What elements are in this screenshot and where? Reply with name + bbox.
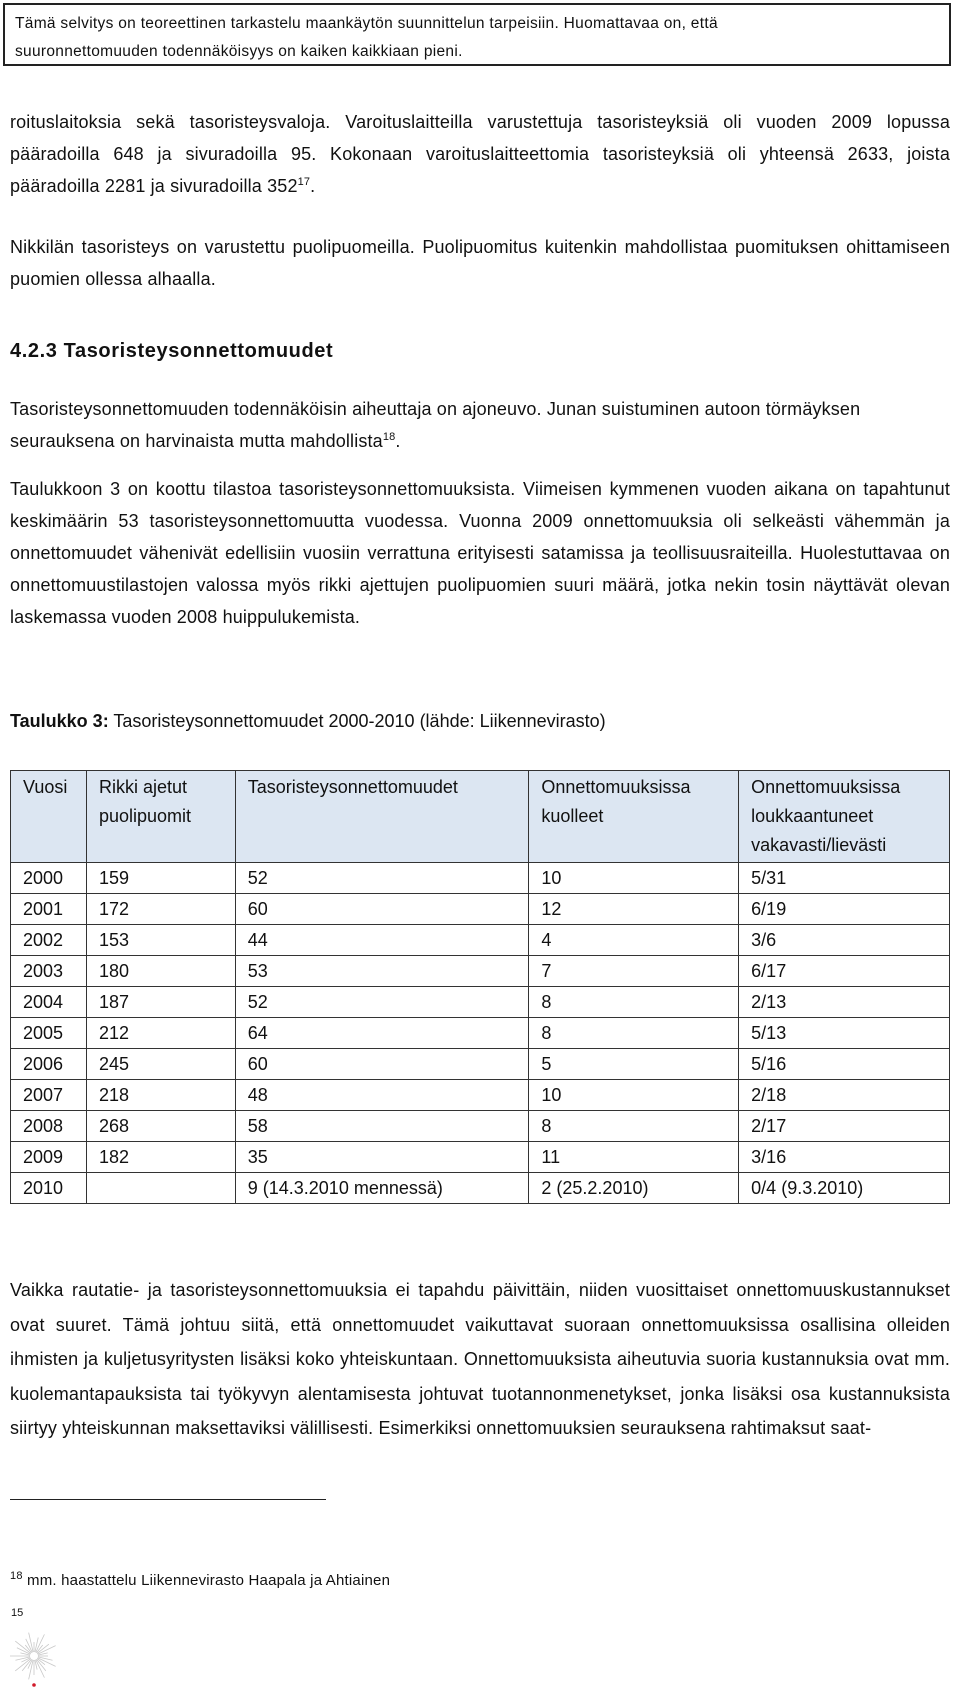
table-body (11, 863, 950, 1204)
cell-broken-half-barriers: 187 (86, 987, 235, 1018)
cell-fatalities: 8 (529, 1018, 739, 1049)
footnote-ref-18: 18 (382, 431, 396, 443)
cell-injuries: 0/4 (9.3.2010) (739, 1173, 950, 1204)
closing-paragraph (10, 1273, 950, 1446)
cell-crossing-accidents: 60 (235, 1049, 529, 1080)
table-row (11, 1049, 950, 1080)
cell-fatalities: 11 (529, 1142, 739, 1173)
footnote (10, 1572, 390, 1589)
cell-year: 2005 (11, 1018, 87, 1049)
table-row (11, 987, 950, 1018)
cell-broken-half-barriers: 268 (86, 1111, 235, 1142)
cell-crossing-accidents: 48 (235, 1080, 529, 1111)
cell-crossing-accidents: 53 (235, 956, 529, 987)
cell-broken-half-barriers (86, 1173, 235, 1204)
table-row (11, 1018, 950, 1049)
table-row (11, 956, 950, 987)
intro-text-1: roituslaitoksia sekä tasoristeysvaloja. Varoituslaitteilla varustettuja tasoristeyksiä oli vuoden 2009 lopussa pääradoilla 648 ja sivuradoilla 95. Kokonaan varoituslaitteettomia tasoristeyksiä oli yhteensä 2633, joista pääradoilla 2281 ja sivuradoilla 352 (10, 112, 950, 196)
section-p2-text: Taulukkoon 3 on koottu tilastoa tasoristeysonnettomuuksista. Viimeisen kymmenen vuoden aikana on tapahtunut keskimäärin 53 tasoristeysonnettomuutta vuodessa. Vuonna 2009 onnettomuuksia oli selkeästi vähemmän ja onnettomuudet vähenivät edellisiin vuosiin verrattuna erityisesti satamissa ja teollisuusraiteilla. Huolestuttavaa on onnettomuustilastojen valossa myös rikki ajettujen puolipuomien suuri määrä, jotka nekin tosin näyttävät olevan laskemassa vuoden 2008 huippulukemista. (10, 479, 950, 627)
intro-paragraph-2 (10, 231, 950, 295)
cell-injuries: 6/19 (739, 894, 950, 925)
intro-text-1-end: . (310, 176, 316, 196)
cell-year: 2000 (11, 863, 87, 894)
section-paragraph-1 (10, 393, 950, 457)
cell-broken-half-barriers: 182 (86, 1142, 235, 1173)
cell-crossing-accidents: 60 (235, 894, 529, 925)
cell-crossing-accidents: 35 (235, 1142, 529, 1173)
footnote-separator (10, 1499, 326, 1500)
table-row (11, 863, 950, 894)
footnote-ref-17: 17 (297, 176, 311, 188)
cell-injuries: 2/17 (739, 1111, 950, 1142)
table-row (11, 1111, 950, 1142)
cell-fatalities: 12 (529, 894, 739, 925)
cell-fatalities: 4 (529, 925, 739, 956)
header-broken-half-barriers: Rikki ajetut puolipuomit (86, 771, 235, 863)
cell-fatalities: 8 (529, 1111, 739, 1142)
cell-injuries: 5/31 (739, 863, 950, 894)
cell-injuries: 2/18 (739, 1080, 950, 1111)
table-row (11, 1080, 950, 1111)
header-injuries: Onnettomuuksissa loukkaantuneet vakavasti/lievästi (739, 771, 950, 863)
intro-text-2: Nikkilän tasoristeys on varustettu puolipuomeilla. Puolipuomitus kuitenkin mahdollistaa puomituksen ohittamiseen puomien ollessa alhaalla. (10, 237, 950, 289)
cell-broken-half-barriers: 172 (86, 894, 235, 925)
accident-statistics-table (10, 770, 950, 1204)
footnote-text: mm. haastattelu Liikennevirasto Haapala ja Ahtiainen (22, 1572, 391, 1589)
cell-broken-half-barriers: 245 (86, 1049, 235, 1080)
table-row (11, 1142, 950, 1173)
header-year: Vuosi (11, 771, 87, 863)
cell-year: 2002 (11, 925, 87, 956)
closing-text: Vaikka rautatie- ja tasoristeysonnettomuuksia ei tapahdu päivittäin, niiden vuosittaiset onnettomuuskustannukset ovat suuret. Tämä johtuu siitä, että onnettomuudet vaikuttavat suoraan onnettomuuksissa osallisina olleiden ihmisten ja kuljetusyritysten lisäksi koko yhteiskuntaan. Onnettomuuksista aiheutuvia suoria kustannuksia ovat mm. kuolemantapauksista tai työkyvyn alentamisesta johtuvat tuotannonmenetykset, jonka lisäksi osa kustannuksista siirtyy yhteiskunnan maksettaviksi välillisesti. Esimerkiksi onnettomuuksien seurauksena rahtimaksut saat- (10, 1280, 950, 1438)
cell-fatalities: 8 (529, 987, 739, 1018)
cell-year: 2006 (11, 1049, 87, 1080)
cell-broken-half-barriers: 218 (86, 1080, 235, 1111)
notice-box (3, 3, 951, 66)
cell-year: 2003 (11, 956, 87, 987)
cell-crossing-accidents: 64 (235, 1018, 529, 1049)
cell-fatalities: 10 (529, 1080, 739, 1111)
cell-injuries: 5/16 (739, 1049, 950, 1080)
table-row (11, 894, 950, 925)
cell-crossing-accidents: 52 (235, 863, 529, 894)
table-row (11, 1173, 950, 1204)
table-header-row (11, 771, 950, 863)
table-caption (10, 711, 606, 732)
sunburst-logo-icon (6, 1622, 66, 1688)
cell-crossing-accidents: 44 (235, 925, 529, 956)
cell-year: 2007 (11, 1080, 87, 1111)
cell-injuries: 2/13 (739, 987, 950, 1018)
cell-crossing-accidents: 58 (235, 1111, 529, 1142)
table-row (11, 925, 950, 956)
cell-year: 2010 (11, 1173, 87, 1204)
cell-broken-half-barriers: 212 (86, 1018, 235, 1049)
section-paragraph-2 (10, 473, 950, 633)
section-p1-end: . (395, 431, 401, 451)
intro-paragraph-1 (10, 106, 950, 202)
cell-injuries: 3/6 (739, 925, 950, 956)
section-p1-text: Tasoristeysonnettomuuden todennäköisin aiheuttaja on ajoneuvo. Junan suistuminen autoon törmäyksen seurauksena on harvinaista mutta mahdollista (10, 399, 861, 451)
cell-injuries: 5/13 (739, 1018, 950, 1049)
cell-year: 2008 (11, 1111, 87, 1142)
cell-injuries: 6/17 (739, 956, 950, 987)
cell-crossing-accidents: 9 (14.3.2010 mennessä) (235, 1173, 529, 1204)
cell-broken-half-barriers: 180 (86, 956, 235, 987)
notice-line-1: Tämä selvitys on teoreettinen tarkastelu maankäytön suunnittelun tarpeisiin. Huomattavaa on, että (15, 15, 718, 32)
cell-fatalities: 10 (529, 863, 739, 894)
cell-year: 2001 (11, 894, 87, 925)
cell-fatalities: 2 (25.2.2010) (529, 1173, 739, 1204)
page-number: 15 (11, 1607, 24, 1619)
cell-broken-half-barriers: 153 (86, 925, 235, 956)
footnote-number: 18 (10, 1570, 23, 1582)
header-fatalities: Onnettomuuksissa kuolleet (529, 771, 739, 863)
table-caption-text: Tasoristeysonnettomuudet 2000-2010 (lähde: Liikennevirasto) (108, 711, 606, 731)
notice-line-2: suuronnettomuuden todennäköisyys on kaiken kaikkiaan pieni. (15, 43, 463, 60)
table-caption-label: Taulukko 3: (10, 711, 109, 731)
header-crossing-accidents: Tasoristeysonnettomuudet (235, 771, 529, 863)
cell-crossing-accidents: 52 (235, 987, 529, 1018)
cell-fatalities: 7 (529, 956, 739, 987)
cell-year: 2004 (11, 987, 87, 1018)
cell-injuries: 3/16 (739, 1142, 950, 1173)
cell-fatalities: 5 (529, 1049, 739, 1080)
cell-year: 2009 (11, 1142, 87, 1173)
cell-broken-half-barriers: 159 (86, 863, 235, 894)
section-heading: 4.2.3 Tasoristeysonnettomuudet (10, 340, 334, 362)
